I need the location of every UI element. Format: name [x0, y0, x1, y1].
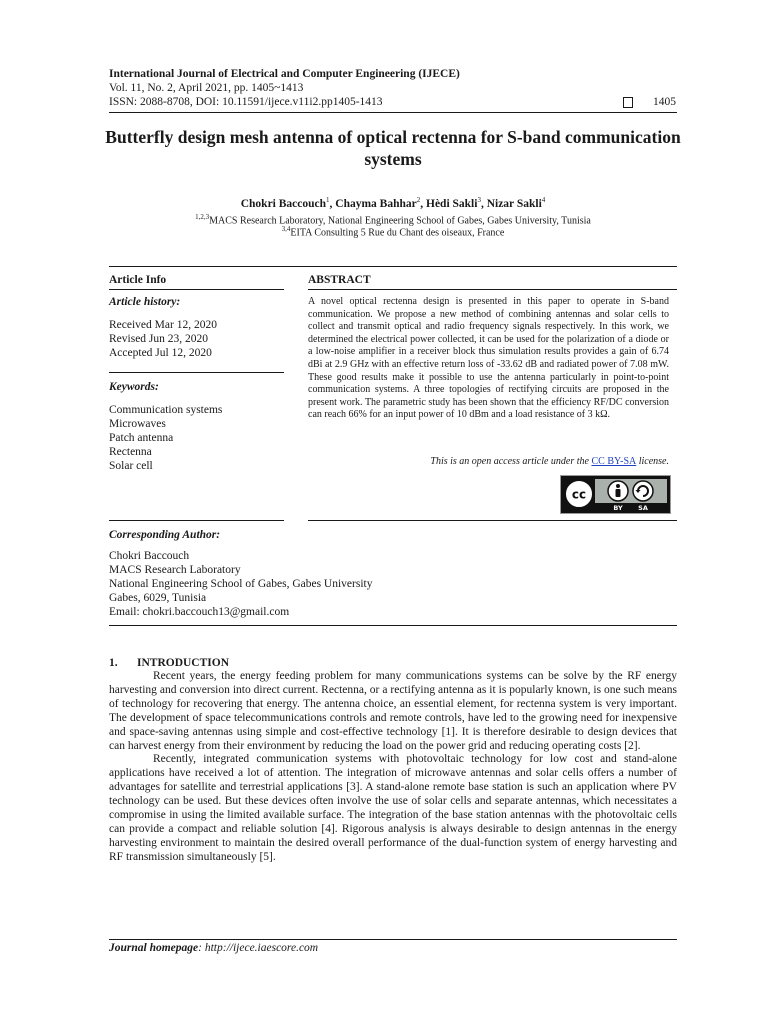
paper-title: Butterfly design mesh antenna of optical rectenna for S-band communication systems	[105, 127, 681, 169]
page-number: 1405	[653, 96, 676, 108]
keyword-item: Patch antenna	[109, 432, 174, 444]
homepage-link[interactable]: http://ijece.iaescore.com	[204, 942, 319, 954]
keywords-label: Keywords:	[109, 381, 159, 393]
keyword-item: Rectenna	[109, 446, 152, 458]
history-rule	[109, 372, 284, 373]
sa-share-icon	[633, 481, 653, 501]
received-date: Received Mar 12, 2020	[109, 319, 217, 331]
affiliation-1: $^{1,2,3}$MACS Research Laboratory, National Engineering School of Gabes, Gabes University, Tunisia	[195, 213, 591, 227]
abstract-rule	[308, 289, 677, 290]
author-sup: 1	[326, 196, 330, 204]
author-name: Nizar Sakli	[486, 197, 542, 210]
author-name: Chayma Bahhar	[335, 197, 417, 210]
corr-email: Email: chokri.baccouch13@gmail.com	[109, 606, 290, 618]
corresponding-author-label: Corresponding Author:	[109, 529, 221, 541]
square-bullet-icon	[623, 97, 633, 108]
issn-doi: ISSN: 2088-8708, DOI: 10.11591/ijece.v11i2.pp1405-1413	[109, 96, 383, 108]
sa-label: SA	[638, 504, 648, 512]
revised-date: Revised Jun 23, 2020	[109, 333, 209, 345]
corr-school: National Engineering School of Gabes, Gabes University	[109, 578, 373, 590]
paragraph: Recent years, the energy feeding problem for many communications systems can be solve by the RF energy harvesting and conversion into direct current. Rectenna, or a rectifying antenna as it is popularly known, is one such means of technology for recovering that energy. The antenna choice, an essential element, for rectenna system is very important. The development of space telecommunications controls and remote controls, have led to the growing need for inexpensive and space-saving antennas using simple and cost-effective technology [1]. It is therefore desirable to design devices that can harvest energy from their environment by reducing the load on the power grid and reducing operating costs [2].	[109, 670, 677, 752]
author-sup: 3	[477, 196, 481, 204]
author-name: Chokri Baccouch	[240, 197, 327, 210]
info-bottom-rule	[109, 625, 677, 626]
keywords-rule	[109, 520, 284, 521]
open-access-note: This is an open access article under the CC BY-SA license.	[430, 456, 669, 467]
section-number: 1.	[109, 657, 118, 669]
author-sup: 2	[416, 196, 421, 204]
volume-info: Vol. 11, No. 2, April 2021, pp. 1405~1413	[109, 82, 304, 94]
abstract-heading: ABSTRACT	[308, 274, 371, 286]
journal-title: International Journal of Electrical and Computer Engineering (IJECE)	[109, 68, 460, 80]
by-label: BY	[613, 504, 623, 512]
abstract-bottom-rule	[308, 520, 677, 521]
corr-city: Gabes, 6029, Tunisia	[109, 592, 207, 604]
corr-lab: MACS Research Laboratory	[109, 564, 241, 576]
article-info-heading: Article Info	[109, 274, 167, 286]
keyword-item: Microwaves	[109, 418, 166, 430]
accepted-date: Accepted Jul 12, 2020	[109, 347, 212, 359]
cc-by-sa-link[interactable]: CC BY-SA	[591, 456, 637, 467]
journal-homepage: Journal homepage: http://ijece.iaescore.com	[109, 942, 319, 954]
keyword-item: Communication systems	[109, 404, 223, 416]
cc-license-badge[interactable]	[560, 475, 671, 514]
author-sup: 4	[541, 196, 546, 204]
article-history-label: Article history:	[109, 296, 181, 308]
cc-text: cc	[571, 487, 587, 502]
author-list: Chokri Baccouch$^1$, Chayma Bahhar$^2$, Hèdi Sakli$^3$, Nizar Sakli$^4$	[240, 196, 546, 210]
header-divider	[109, 112, 677, 113]
author-name: Hèdi Sakli	[426, 197, 478, 210]
corr-name: Chokri Baccouch	[109, 550, 190, 562]
keyword-item: Solar cell	[109, 460, 153, 472]
cc-badge-graphic	[561, 476, 670, 513]
footer-rule	[109, 939, 677, 940]
paragraph: Recently, integrated communication systems with photovoltaic technology for low cost and stand-alone applications have received a lot of attention. The integration of microwave antennas and solar cells offers a number of advantages for satellite and terrestrial applications [3]. A stand-alone remote base station is such an application where PV technology can be used. But these devices often involve the use of solar cells and separate antennas, which necessitates a compromise in using the limited available surface. The integration of the base station antennas with the photovoltaic cells can provide a compact and reliable solution [4]. Rigorous analysis is always desirable to design antennas in the energy harvesting environment to maintain the desired overall performance of the dual-function system of energy harvesting and RF transmission simultaneously [5].	[109, 753, 677, 863]
abstract-text: A novel optical rectenna design is presented in this paper to operate in S-band communication. We propose a new method of combining antennas and solar cells to collect and transmit optical and radio frequency signals respectively. In this work, we determined the electrical power collected, it can be used for the polarization of a diode or a low-noise amplifier in a receiver block thus simulation results provides a gain of 6.74 dBi at 2.9 GHz with an effective return loss of -33.62 dB and radiated power of 7.08 mW. These good results make it possible to use the antenna particularly in point-to-point communication systems. A three topologies of rectifying circuits are proposed in the present work. The parametric study has been shown that the efficiency RF/DC conversion can reach 66% for an input power of 10 dBm and a load resistance of 3 kΩ.	[308, 296, 669, 421]
affiliation-2: $^{3,4}$EITA Consulting 5 Rue du Chant des oiseaux, France	[281, 225, 505, 239]
section-heading: INTRODUCTION	[137, 657, 230, 669]
info-top-rule	[109, 266, 677, 267]
introduction-body	[109, 670, 677, 865]
info-rule	[109, 289, 284, 290]
